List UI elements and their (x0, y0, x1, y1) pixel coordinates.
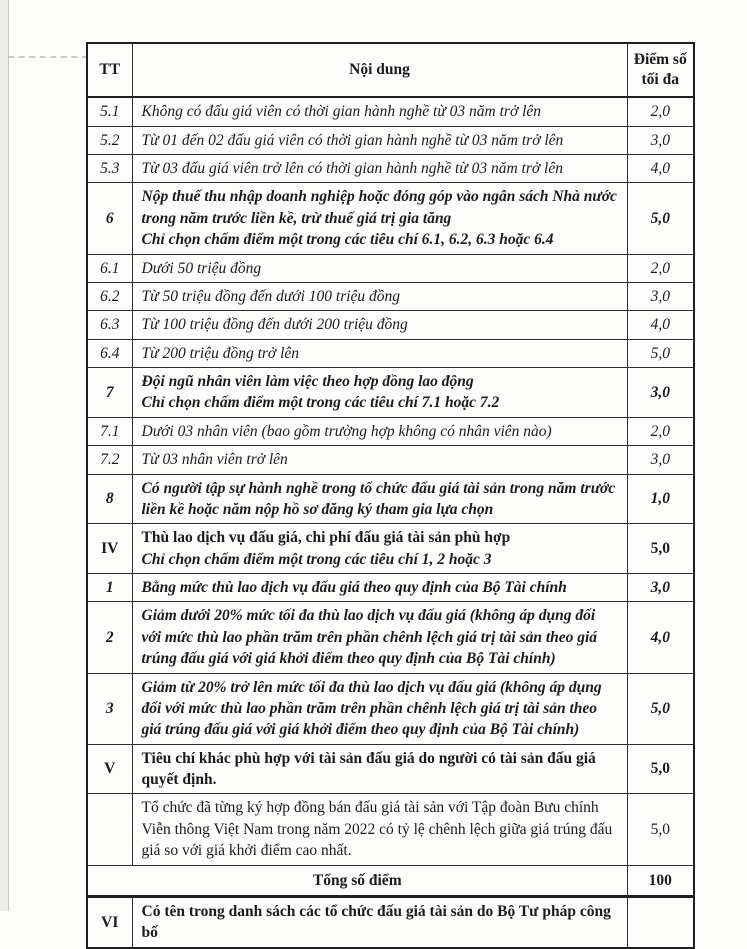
row-score-cell: 5,0 (627, 794, 694, 865)
row-score-cell: 2,0 (627, 254, 694, 282)
row-content-cell (132, 97, 627, 126)
row-score-cell: 3,0 (627, 446, 694, 474)
row-score-cell: 4,0 (627, 155, 694, 183)
row-content-cell (132, 339, 627, 367)
total-row (87, 865, 694, 896)
content-line: Từ 200 triệu đồng trở lên (141, 344, 300, 362)
table-header (87, 43, 694, 97)
row-score-cell: 2,0 (627, 417, 694, 445)
table-row (87, 524, 694, 574)
row-content-cell (132, 744, 627, 794)
table-row (87, 602, 694, 673)
total-score-cell: 100 (627, 865, 694, 896)
row-number-cell: 8 (87, 474, 132, 524)
column-header-score: Điểm số tối đa (627, 43, 694, 97)
row-score-cell: 5,0 (627, 744, 694, 794)
table-row (87, 574, 694, 602)
row-content-cell (132, 574, 627, 602)
row-number-cell: 1 (87, 574, 132, 602)
row-score-cell: 5,0 (627, 183, 694, 254)
table-row (87, 417, 694, 445)
row-number-cell: 6.4 (87, 339, 132, 367)
content-line: Giảm từ 20% trở lên mức tối đa thù lao dịch vụ đấu giá (không áp dụng đối với mức thù lao phần trăm trên phần chênh lệch giá trị tài sản theo giá trúng đấu giá với giá khởi điểm theo quy định của Bộ Tài chính) (141, 678, 602, 739)
row-content-cell (132, 311, 627, 339)
content-line: Từ 01 đến 02 đấu giá viên có thời gian hành nghề từ 03 năm trở lên (141, 131, 564, 149)
row-score-cell: 2,0 (627, 97, 694, 126)
row-number-cell: IV (87, 524, 132, 574)
row-content-cell (132, 474, 627, 524)
row-score-cell: 5,0 (627, 673, 694, 744)
row-number-cell: 7.1 (87, 417, 132, 445)
row-score-cell: 3,0 (627, 574, 694, 602)
row-number-cell: 3 (87, 673, 132, 744)
row-content-cell (132, 794, 627, 865)
total-label-cell: Tổng số điểm (87, 865, 627, 896)
row-number-cell: 5.2 (87, 126, 132, 154)
column-header-content: Nội dung (132, 43, 627, 97)
scan-edge-shadow (0, 0, 9, 911)
scoring-table-container (86, 42, 693, 949)
row-number-cell: 6 (87, 183, 132, 254)
row-number-cell: 5.1 (87, 97, 132, 126)
table-row (87, 446, 694, 474)
content-line: Dưới 03 nhân viên (bao gồm trường hợp không có nhân viên nào) (141, 422, 552, 440)
row-content-cell (132, 673, 627, 744)
content-line: Từ 03 nhân viên trở lên (141, 451, 288, 469)
content-line: Dưới 50 triệu đồng (141, 259, 262, 277)
row-content-cell (132, 183, 627, 254)
content-line: Tổ chức đã từng ký hợp đồng bán đấu giá tài sản với Tập đoàn Bưu chính Viễn thông Việt Nam trong năm 2022 có tỷ lệ chênh lệch giữa giá trúng đấu giá so với giá khởi điểm cao nhất. (141, 799, 613, 860)
row-number-cell: 7 (87, 368, 132, 418)
content-line: Tiêu chí khác phù hợp với tài sản đấu giá do người có tài sản đấu giá quyết định. (141, 749, 596, 789)
row-content-cell (132, 126, 627, 154)
content-line: Thù lao dịch vụ đấu giá, chi phí đấu giá tài sản phù hợp (141, 529, 511, 547)
row-score-cell (627, 896, 694, 947)
table-row (87, 183, 694, 254)
row-content-cell (132, 368, 627, 418)
table-row (87, 794, 694, 865)
scan-artifact-dashes (8, 56, 88, 58)
content-line: Chỉ chọn chấm điểm một trong các tiêu chí 6.1, 6.2, 6.3 hoặc 6.4 (141, 231, 554, 249)
row-number-cell: 6.2 (87, 282, 132, 310)
row-number-cell: 6.1 (87, 254, 132, 282)
row-number-cell: 6.3 (87, 311, 132, 339)
column-header-tt: TT (87, 43, 132, 97)
table-row (87, 368, 694, 418)
row-number-cell: 2 (87, 602, 132, 673)
content-line: Có người tập sự hành nghề trong tổ chức đấu giá tài sản trong năm trước liền kề hoặc năm nộp hồ sơ đăng ký tham gia lựa chọn (141, 479, 616, 518)
table-row (87, 126, 694, 154)
row-number-cell: VI (87, 896, 132, 947)
row-content-cell (132, 254, 627, 282)
content-line: Không có đấu giá viên có thời gian hành nghề từ 03 năm trở lên (141, 103, 542, 121)
row-score-cell: 1,0 (627, 474, 694, 524)
table-row (87, 97, 694, 126)
content-line: Từ 03 đấu giá viên trở lên có thời gian hành nghề từ 03 năm trở lên (141, 160, 563, 178)
row-content-cell (132, 602, 627, 673)
row-number-cell: 7.2 (87, 446, 132, 474)
content-line: Chỉ chọn chấm điểm một trong các tiêu chí 1, 2 hoặc 3 (141, 550, 492, 568)
table-row (87, 155, 694, 183)
row-number-cell (87, 794, 132, 865)
row-content-cell (132, 282, 627, 310)
row-score-cell: 5,0 (627, 339, 694, 367)
row-score-cell: 3,0 (627, 282, 694, 310)
header-row (87, 43, 694, 97)
table-row (87, 474, 694, 524)
row-score-cell: 4,0 (627, 311, 694, 339)
table-body (87, 97, 694, 947)
table-row (87, 339, 694, 367)
table-row (87, 744, 694, 794)
row-score-cell: 5,0 (627, 524, 694, 574)
content-line: Bằng mức thù lao dịch vụ đấu giá theo quy định của Bộ Tài chính (141, 579, 567, 597)
row-content-cell (132, 446, 627, 474)
content-line: Giảm dưới 20% mức tối đa thù lao dịch vụ đấu giá (không áp dụng đối với mức thù lao phần trăm trên phần chênh lệch giá trị tài sản theo giá trúng đấu giá với giá khởi điểm theo quy định của Bộ Tài chính) (141, 607, 598, 668)
row-content-cell (132, 524, 627, 574)
row-number-cell: 5.3 (87, 155, 132, 183)
row-score-cell: 3,0 (627, 368, 694, 418)
row-number-cell: V (87, 744, 132, 794)
table-row (87, 896, 694, 947)
table-row (87, 282, 694, 310)
row-content-cell (132, 896, 627, 947)
content-line: Từ 100 triệu đồng đến dưới 200 triệu đồng (141, 316, 408, 334)
content-line: Chỉ chọn chấm điểm một trong các tiêu chí 7.1 hoặc 7.2 (141, 394, 500, 412)
row-content-cell (132, 417, 627, 445)
row-content-cell (132, 155, 627, 183)
content-line: Từ 50 triệu đồng đến dưới 100 triệu đồng (141, 287, 401, 305)
table-row (87, 254, 694, 282)
content-line: Có tên trong danh sách các tổ chức đấu giá tài sản do Bộ Tư pháp công bố (141, 902, 611, 942)
content-line: Đội ngũ nhân viên làm việc theo hợp đồng lao động (141, 373, 474, 391)
row-score-cell: 4,0 (627, 602, 694, 673)
content-line: Nộp thuế thu nhập doanh nghiệp hoặc đóng góp vào ngân sách Nhà nước trong năm trước liền kề, trừ thuế giá trị gia tăng (141, 188, 617, 227)
row-score-cell: 3,0 (627, 126, 694, 154)
table-row (87, 311, 694, 339)
table-row (87, 673, 694, 744)
scoring-table (86, 42, 695, 949)
